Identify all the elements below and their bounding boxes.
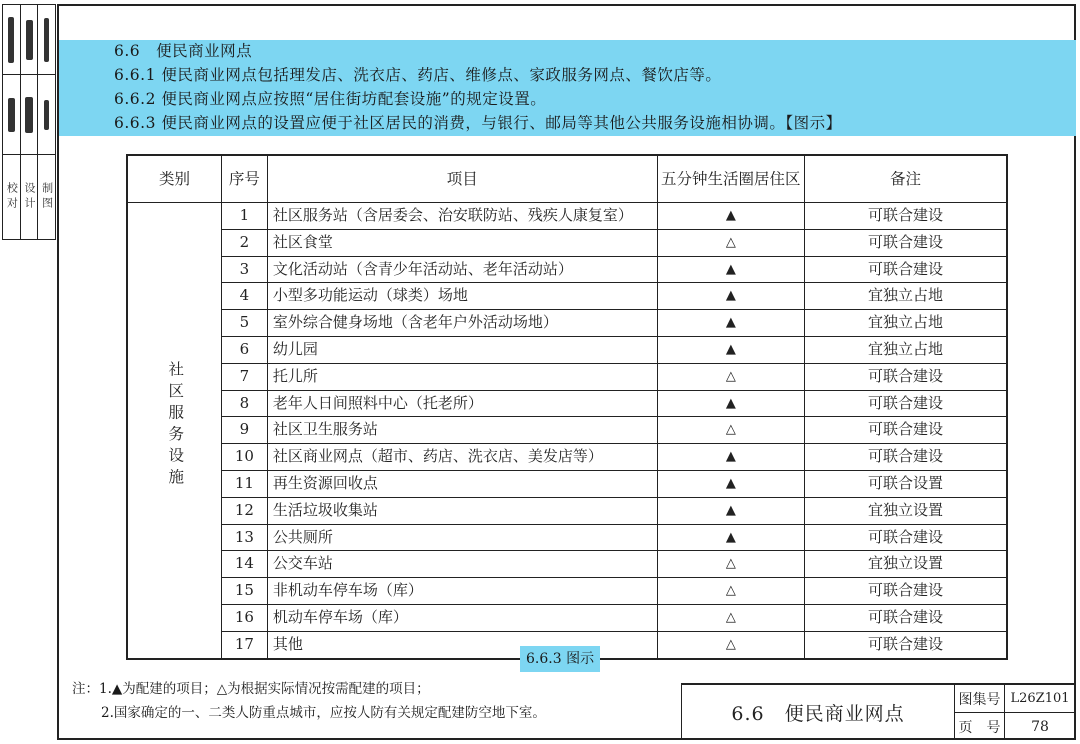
row-number: 14 bbox=[222, 551, 268, 578]
row-item: 老年人日间照料中心（托老所） bbox=[267, 390, 657, 417]
row-item: 公交车站 bbox=[267, 551, 657, 578]
row-five-minute-mark: △ bbox=[657, 417, 804, 444]
category-cell bbox=[127, 203, 222, 659]
row-remark: 可联合建设 bbox=[804, 390, 1007, 417]
row-item: 机动车停车场（库） bbox=[267, 604, 657, 631]
note-line-2: 2.国家确定的一、二类人防重点城市，应按人防有关规定配建防空地下室。 bbox=[101, 705, 546, 721]
row-five-minute-mark: △ bbox=[657, 363, 804, 390]
row-remark: 可联合设置 bbox=[804, 470, 1007, 497]
signature-mark bbox=[21, 75, 39, 154]
row-five-minute-mark: ▲ bbox=[657, 390, 804, 417]
table-row bbox=[127, 229, 1007, 256]
table-row bbox=[127, 470, 1007, 497]
role-label-drawing: 制图 bbox=[40, 182, 54, 212]
signature-mark bbox=[3, 75, 21, 154]
row-five-minute-mark: ▲ bbox=[657, 256, 804, 283]
row-five-minute-mark: △ bbox=[657, 551, 804, 578]
row-remark: 可联合建设 bbox=[804, 524, 1007, 551]
table-row bbox=[127, 363, 1007, 390]
header-five-minute: 五分钟生活圈居住区 bbox=[657, 155, 804, 203]
row-number: 1 bbox=[222, 203, 268, 230]
row-five-minute-mark: ▲ bbox=[657, 470, 804, 497]
table-row bbox=[127, 256, 1007, 283]
row-number: 4 bbox=[222, 283, 268, 310]
row-number: 13 bbox=[222, 524, 268, 551]
row-remark: 可联合建设 bbox=[804, 444, 1007, 471]
row-item: 社区食堂 bbox=[267, 229, 657, 256]
row-remark: 可联合建设 bbox=[804, 417, 1007, 444]
row-item: 再生资源回收点 bbox=[267, 470, 657, 497]
table-row bbox=[127, 336, 1007, 363]
row-five-minute-mark: ▲ bbox=[657, 310, 804, 337]
table-row bbox=[127, 604, 1007, 631]
row-number: 11 bbox=[222, 470, 268, 497]
role-label-design: 设计 bbox=[21, 155, 39, 239]
row-item: 社区商业网点（超市、药店、洗衣店、美发店等） bbox=[267, 444, 657, 471]
clause-6-6-3: 6.6.3 便民商业网点的设置应便于社区居民的消费，与银行、邮局等其他公共服务设施相协调。【图示】 bbox=[114, 114, 842, 132]
title-block bbox=[681, 683, 1076, 740]
atlas-number-value: L26Z101 bbox=[1005, 685, 1075, 713]
row-item: 室外综合健身场地（含老年户外活动场地） bbox=[267, 310, 657, 337]
header-category: 类别 bbox=[127, 155, 222, 203]
signature-row-top bbox=[3, 5, 55, 75]
row-remark: 宜独立设置 bbox=[804, 551, 1007, 578]
role-label-proofread: 校对 bbox=[3, 155, 21, 239]
row-item: 生活垃圾收集站 bbox=[267, 497, 657, 524]
table-row bbox=[127, 524, 1007, 551]
row-number: 8 bbox=[222, 390, 268, 417]
row-item: 其他 bbox=[267, 631, 657, 658]
row-item: 社区服务站（含居委会、治安联防站、残疾人康复室） bbox=[267, 203, 657, 230]
category-label: 社区服务设施 bbox=[166, 361, 185, 491]
table-row bbox=[127, 283, 1007, 310]
row-number: 3 bbox=[222, 256, 268, 283]
figure-caption: 6.6.3 图示 bbox=[520, 646, 600, 672]
signature-mark bbox=[38, 75, 55, 154]
signature-mark bbox=[38, 5, 55, 74]
row-five-minute-mark: ▲ bbox=[657, 497, 804, 524]
header-item: 项目 bbox=[267, 155, 657, 203]
table-row bbox=[127, 417, 1007, 444]
row-remark: 宜独立占地 bbox=[804, 283, 1007, 310]
row-number: 7 bbox=[222, 363, 268, 390]
facilities-table bbox=[126, 154, 1008, 660]
row-remark: 宜独立设置 bbox=[804, 497, 1007, 524]
row-item: 托儿所 bbox=[267, 363, 657, 390]
header-number: 序号 bbox=[222, 155, 268, 203]
row-number: 9 bbox=[222, 417, 268, 444]
row-remark: 宜独立占地 bbox=[804, 310, 1007, 337]
header-remark: 备注 bbox=[804, 155, 1007, 203]
row-five-minute-mark: ▲ bbox=[657, 336, 804, 363]
signature-strip bbox=[2, 4, 56, 240]
row-remark: 可联合建设 bbox=[804, 604, 1007, 631]
row-five-minute-mark: △ bbox=[657, 229, 804, 256]
row-remark: 宜独立占地 bbox=[804, 336, 1007, 363]
row-remark: 可联合建设 bbox=[804, 363, 1007, 390]
row-number: 5 bbox=[222, 310, 268, 337]
row-five-minute-mark: ▲ bbox=[657, 444, 804, 471]
table-row bbox=[127, 444, 1007, 471]
row-five-minute-mark: △ bbox=[657, 604, 804, 631]
page-number-value: 78 bbox=[1031, 718, 1049, 735]
signature-mark bbox=[3, 5, 21, 74]
row-remark: 可联合建设 bbox=[804, 631, 1007, 658]
title-block-title: 6.6 便民商业网点 bbox=[682, 685, 955, 740]
row-number: 15 bbox=[222, 578, 268, 605]
note-line-1: 注：1.▲为配建的项目；△为根据实际情况按需配建的项目； bbox=[72, 681, 430, 697]
clause-6-6-1: 6.6.1 便民商业网点包括理发店、洗衣店、药店、维修点、家政服务网点、餐饮店等。 bbox=[114, 66, 722, 84]
table-row bbox=[127, 551, 1007, 578]
section-heading: 6.6 便民商业网点 bbox=[114, 42, 253, 60]
row-five-minute-mark: △ bbox=[657, 631, 804, 658]
row-five-minute-mark: ▲ bbox=[657, 283, 804, 310]
atlas-number-label: 图集号 bbox=[955, 685, 1005, 713]
row-item: 社区卫生服务站 bbox=[267, 417, 657, 444]
table-row bbox=[127, 203, 1007, 230]
role-row bbox=[3, 155, 55, 239]
row-number: 16 bbox=[222, 604, 268, 631]
row-remark: 可联合建设 bbox=[804, 578, 1007, 605]
signature-row-middle bbox=[3, 75, 55, 155]
page-number-label: 页 号 bbox=[955, 713, 1005, 740]
row-number: 2 bbox=[222, 229, 268, 256]
table-row bbox=[127, 578, 1007, 605]
row-remark: 可联合建设 bbox=[804, 203, 1007, 230]
row-item: 幼儿园 bbox=[267, 336, 657, 363]
table-row bbox=[127, 310, 1007, 337]
row-five-minute-mark: ▲ bbox=[657, 524, 804, 551]
table-row bbox=[127, 497, 1007, 524]
clause-6-6-2: 6.6.2 便民商业网点应按照“居住街坊配套设施”的规定设置。 bbox=[114, 90, 547, 108]
row-remark: 可联合建设 bbox=[804, 256, 1007, 283]
table-row bbox=[127, 390, 1007, 417]
row-number: 12 bbox=[222, 497, 268, 524]
row-five-minute-mark: ▲ bbox=[657, 203, 804, 230]
row-item: 非机动车停车场（库） bbox=[267, 578, 657, 605]
row-number: 17 bbox=[222, 631, 268, 658]
signature-mark bbox=[21, 5, 39, 74]
row-item: 公共厕所 bbox=[267, 524, 657, 551]
row-number: 10 bbox=[222, 444, 268, 471]
row-item: 文化活动站（含青少年活动站、老年活动站） bbox=[267, 256, 657, 283]
row-five-minute-mark: △ bbox=[657, 578, 804, 605]
row-remark: 可联合建设 bbox=[804, 229, 1007, 256]
row-number: 6 bbox=[222, 336, 268, 363]
table-header-row bbox=[127, 155, 1007, 203]
row-item: 小型多功能运动（球类）场地 bbox=[267, 283, 657, 310]
